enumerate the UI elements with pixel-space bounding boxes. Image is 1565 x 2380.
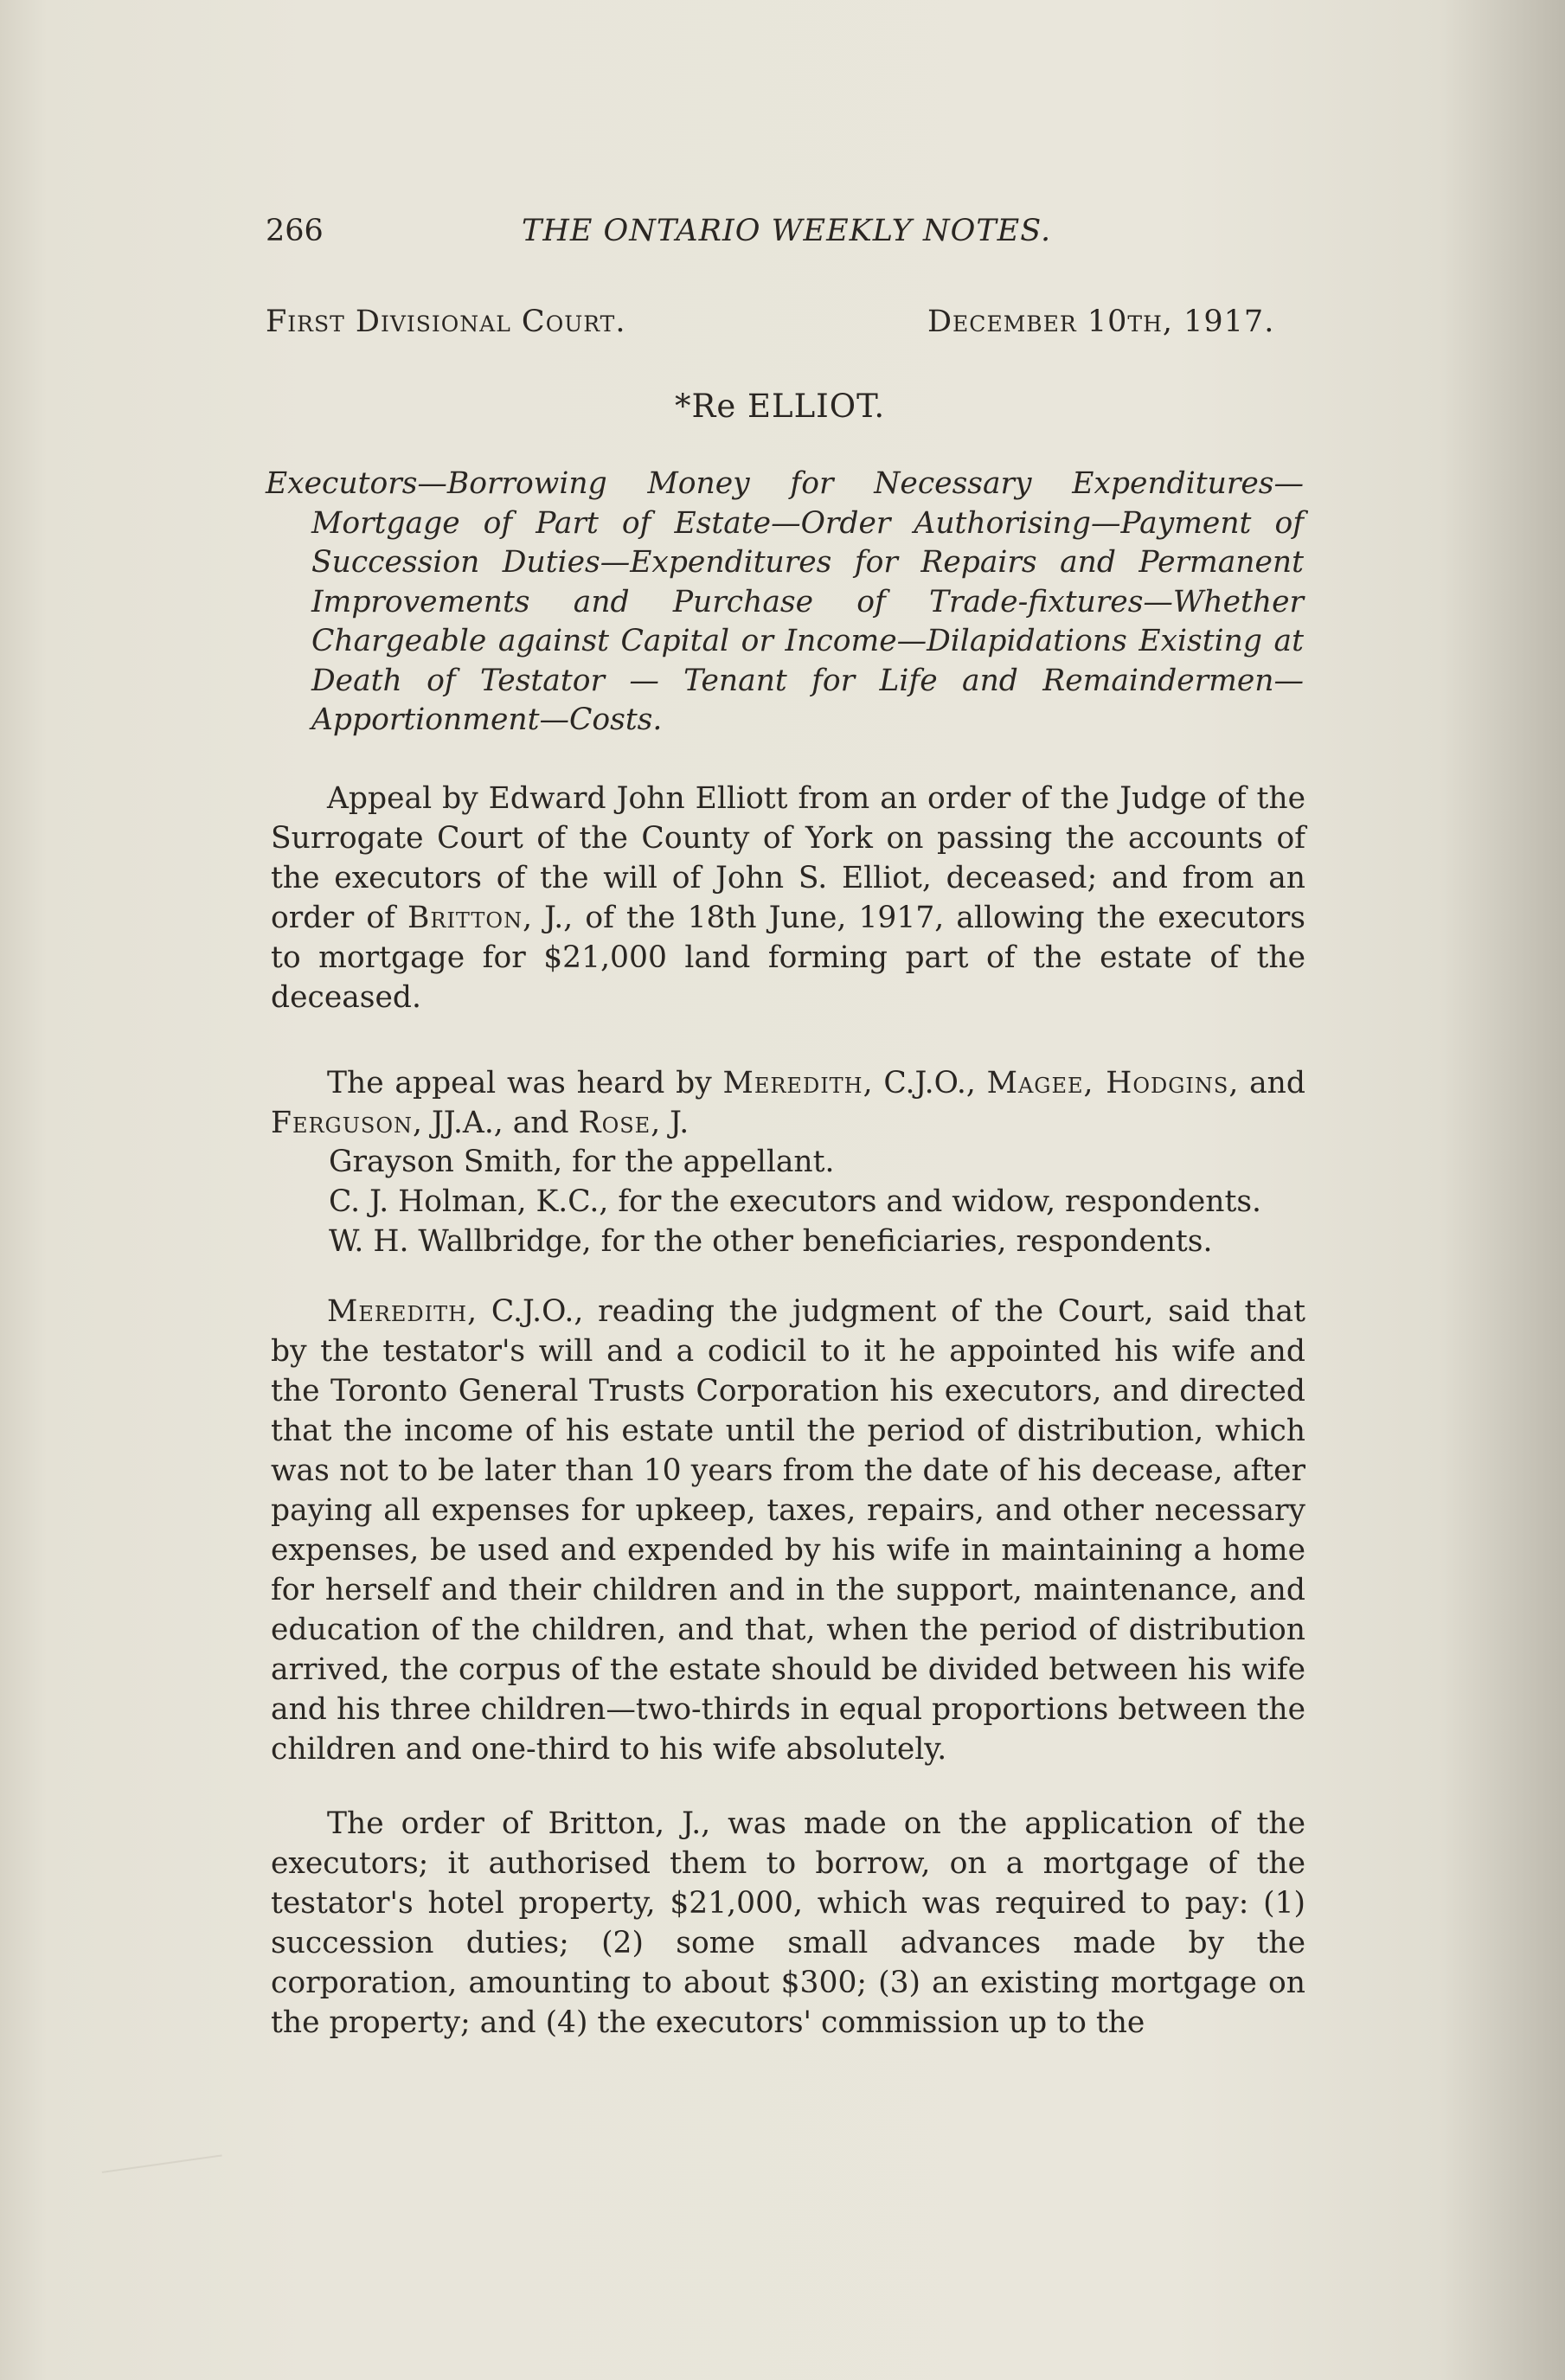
judge-name: Meredith	[327, 1294, 468, 1329]
counsel-line: C. J. Holman, K.C., for the executors and widow, respondents.	[329, 1184, 1261, 1219]
paragraph-text: , J., of the 18th June, 1917, allowing the executors to mortgage for $21,000 land forming part of the estate of the deceased.	[271, 901, 1306, 1015]
paragraph-heard-by	[271, 1063, 1305, 1143]
judge-name: Ferguson	[271, 1106, 414, 1140]
paragraph-text: Appeal by Edward John Elliott from an order of the Judge of the Surrogate Court of the County of York on passing the accounts of the executors of the will of John S. Elliot, deceased; and from an order of	[271, 781, 1305, 935]
judgment-date: December 10th, 1917.	[927, 305, 1275, 339]
paragraph-text: , C.J.O.,	[863, 1066, 987, 1100]
paragraph-judgment	[271, 1292, 1305, 1769]
paragraph-text: The appeal was heard by	[327, 1066, 723, 1100]
paragraph-appeal	[271, 779, 1305, 1017]
page-number: 266	[266, 214, 324, 248]
running-head: THE ONTARIO WEEKLY NOTES.	[522, 214, 1052, 248]
judge-name: Magee, Hodgins	[986, 1066, 1229, 1100]
case-title: *Re ELLIOT.	[675, 388, 886, 425]
counsel-line: W. H. Wallbridge, for the other beneficiaries, respondents.	[329, 1224, 1213, 1259]
counsel-line: Grayson Smith, for the appellant.	[329, 1145, 835, 1179]
court-name: First Divisional Court.	[266, 305, 626, 339]
judge-name: Britton	[407, 901, 523, 935]
page-header	[266, 214, 1304, 266]
judge-name: Rose	[578, 1106, 651, 1140]
headnote: Executors—Borrowing Money for Necessary Expenditures—Mortgage of Part of Estate—Order Authorising—Payment of Succession Duties—Expenditures for Repairs and Permanent Improvements and Purchase of Trade-fixtures—Whether Chargeable against Capital or Income—Dilapidations Existing at Death of Testator — Tenant for Life and Remaindermen—Apportionment—Costs.	[266, 466, 1304, 737]
judge-name: Meredith	[722, 1066, 863, 1100]
paragraph-text: , JJ.A., and	[413, 1106, 579, 1140]
paragraph-text: , J.	[651, 1106, 689, 1140]
paragraph-text: , and	[1228, 1066, 1305, 1100]
paragraph-text: , C.J.O., reading the judgment of the Court, said that by the testator's will and a codicil to it he appointed his wife and the Toronto General Trusts Corporation his executors, and directed that the income of his estate until the period of distribution, which was not to be later than 10 years from the date of his decease, after paying all expenses for upkeep, taxes, repairs, and other necessary expenses, be used and expended by his wife in maintaining a home for herself and their children and in the support, maintenance, and education of the children, and that, when the period of distribution arrived, the corpus of the estate should be divided between his wife and his three children—two-thirds in equal proportions between the children and one-third to his wife absolutely.	[271, 1294, 1305, 1767]
paragraph-order	[271, 1804, 1305, 2043]
paper-mark	[102, 2154, 227, 2207]
paragraph-text: The order of Britton, J., was made on the application of the executors; it authorised them to borrow, on a mortgage of the testator's hotel property, $21,000, which was required to pay: (1) succession duties; (2) some small advances made by the corporation, amounting to about $300; (3) an existing mortgage on the property; and (4) the executors' commission up to the	[271, 1806, 1305, 2040]
